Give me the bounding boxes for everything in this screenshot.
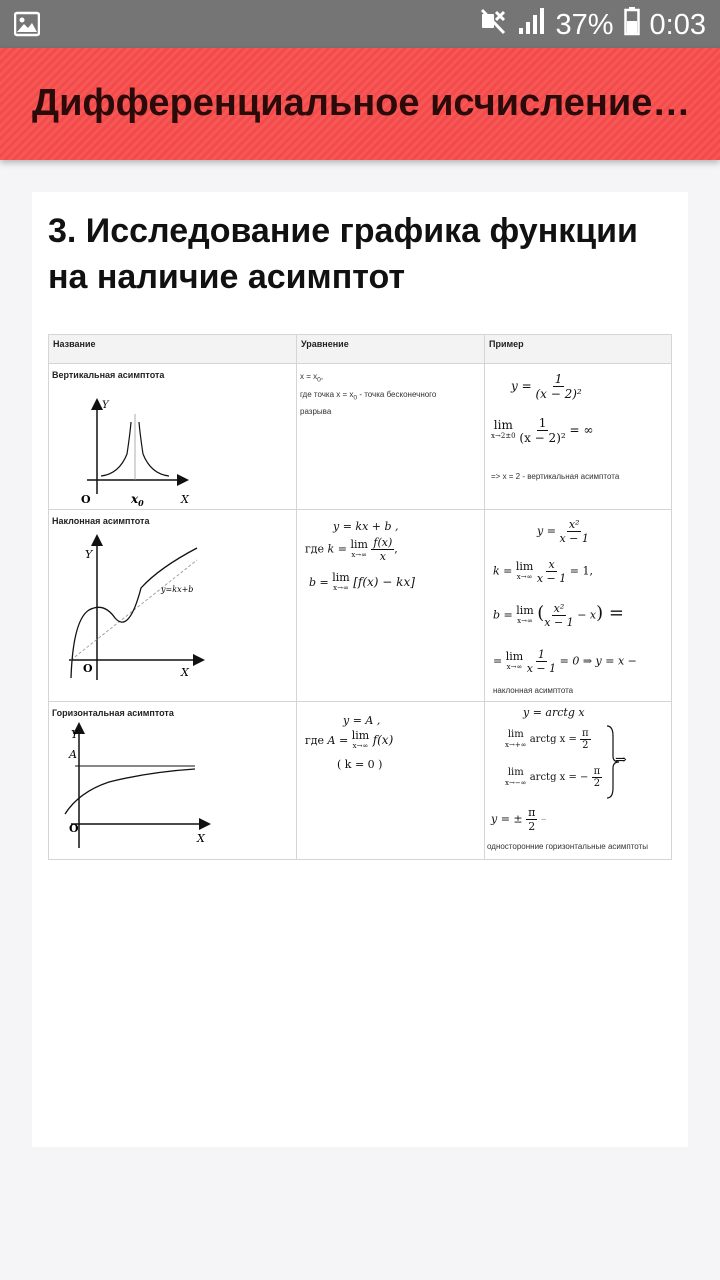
- mute-icon: [478, 6, 508, 44]
- origin-label: O: [81, 493, 91, 506]
- table-row: [49, 364, 672, 510]
- origin-label: O: [83, 662, 93, 675]
- table-row: [49, 702, 672, 860]
- oblique-name-cell: [49, 510, 297, 702]
- origin-label: O: [69, 822, 79, 835]
- app-bar: [0, 48, 720, 160]
- vertical-name-cell: [49, 364, 297, 510]
- battery-percent: 37%: [555, 8, 614, 41]
- battery-icon: [624, 6, 640, 44]
- conclusion: наклонная асимптота: [493, 686, 574, 695]
- horizontal-name-cell: [49, 702, 297, 860]
- app-title: Дифференциальное исчисление…: [32, 82, 691, 124]
- signal-icon: [518, 6, 546, 44]
- line-label: y=kx+b: [161, 585, 194, 594]
- equation-line: разрыва: [300, 407, 332, 417]
- implies-arrow: ⇒: [615, 752, 627, 768]
- vertical-equation-cell: [297, 364, 485, 510]
- vertical-asymptote-graph: [49, 364, 297, 510]
- conclusion: => x = 2 - вертикальная асимптота: [491, 472, 620, 481]
- a-label: A: [69, 748, 77, 761]
- section-title: 3. Исследование графика функции на наличие асимптот: [48, 212, 638, 296]
- clock: 0:03: [649, 8, 706, 41]
- image-icon: [14, 11, 40, 42]
- status-bar: [0, 0, 720, 48]
- y-axis-label: Y: [71, 728, 79, 741]
- header-name: Название: [49, 335, 297, 364]
- table-header-row: [49, 335, 672, 364]
- x-axis-label: X: [197, 832, 205, 845]
- oblique-example-cell: y = $\frac{\text{x²}}{x - 1}$ k = lim x→∞ $\frac{x}{x - 1}$ = 1, b = lim x→∞ ( $\frac{\text{x²}}{x - 1}$ − x) = = lim x→∞ $\frac{1}{x - 1}$ = 0 ⇒ y = x − наклонная асимптота: [485, 510, 672, 702]
- row-name: Наклонная асимптота: [52, 516, 150, 526]
- equation-line: $x = x_0$,: [300, 372, 324, 384]
- header-equation: Уравнение: [297, 335, 485, 364]
- x0-label: $x_0$: [131, 492, 144, 508]
- oblique-asymptote-graph: [49, 510, 297, 702]
- y-axis-label: Y: [85, 548, 93, 561]
- table-row: [49, 510, 672, 702]
- content-card: [32, 192, 688, 1147]
- conclusion: односторонние горизонтальные асимптоты: [487, 842, 648, 851]
- asymptote-table: [48, 334, 672, 860]
- header-example: Пример: [485, 335, 672, 364]
- horizontal-asymptote-graph: [49, 702, 297, 860]
- y-axis-label: Y: [102, 400, 109, 411]
- horizontal-equation-cell: y = A , где A = lim x→∞ f(x) ( k = 0 ): [297, 702, 485, 860]
- vertical-example-cell: y = $\frac{1}{\text{(x − 2)²}}$ lim x→2±0 $\frac{1}{\text{(x − 2)²}}$ = ∞ => x = 2 - вертикальная асимптота: [485, 364, 672, 510]
- horizontal-example-cell: y = arctg x lim x→+∞ arctg x = $\frac{\pi}{2}$ lim x→−∞ arctg x = − $\frac{\pi}{2}$ ⇒ y = ± $\frac{\pi}{2}$ – односторонние горизонтальные асимптоты: [485, 702, 672, 860]
- row-name: Горизонтальная асимптота: [52, 708, 174, 718]
- x-axis-label: X: [181, 493, 189, 506]
- x-axis-label: X: [181, 666, 189, 679]
- oblique-equation-cell: y = kx + b , где k = lim x→∞ $\frac{f(x)}{x}$ , b = lim x→∞ [f(x) − kx]: [297, 510, 485, 702]
- row-name: Вертикальная асимптота: [52, 370, 165, 380]
- equation-line: где точка $x = x_0$ - точка бесконечного: [300, 389, 437, 402]
